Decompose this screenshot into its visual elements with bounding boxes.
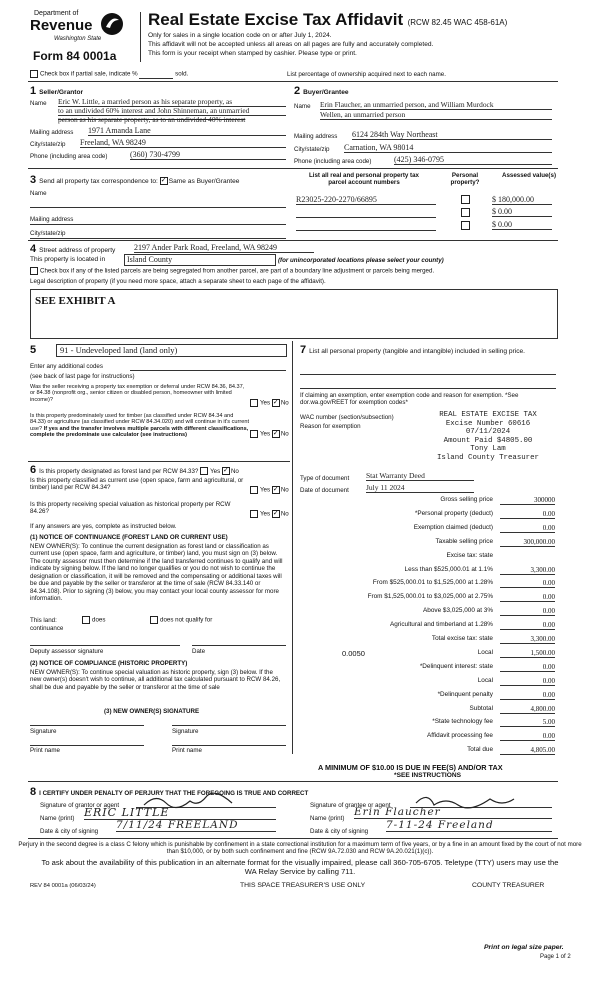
continuance-label: continuance — [30, 625, 64, 632]
calc-value[interactable]: 0.00 — [500, 663, 555, 672]
tax-correspondence-row: 3 Send all property tax correspondence to: ✓ Same as Buyer/Grantee — [30, 174, 240, 186]
calc-row — [302, 635, 557, 646]
s3-city-label: City/state/zip — [30, 230, 66, 237]
county-select[interactable]: Island County — [124, 254, 276, 266]
buyer-heading: 2 Buyer/Grantee — [294, 85, 349, 97]
form-number: Form 84 0001a — [33, 49, 117, 63]
revision-label: REV 84 0001a (06/03/24) — [30, 883, 96, 889]
seller-phone-label: Phone (including area code) — [30, 153, 108, 160]
parcel-acct-2[interactable] — [296, 209, 436, 218]
calc-label: Exemption claimed (deduct) — [413, 523, 493, 531]
calc-label: *Personal property (deduct) — [414, 509, 493, 517]
calc-label: Subtotal — [469, 704, 493, 712]
calc-label: *Delinquent penalty — [437, 690, 493, 698]
partial-percent-field[interactable] — [139, 71, 173, 79]
legal-desc-text: SEE EXHIBIT A — [35, 295, 116, 307]
stamp-line-6: Island County Treasurer — [436, 453, 539, 462]
does-not-option: does not qualify for — [150, 616, 212, 624]
this-land-label: This land: — [30, 617, 57, 624]
stamp-line-2: Excise Number 60616 — [445, 419, 531, 428]
calc-label: Local — [477, 676, 493, 684]
buyer-name-line2[interactable]: Wellen, an unmarried person — [320, 110, 552, 120]
owner-sig-label-2: Signature — [172, 728, 199, 735]
see-instructions-note: *SEE INSTRUCTIONS — [394, 772, 462, 779]
calc-label: Above $3,025,000 at 3% — [423, 607, 493, 615]
does-checkbox[interactable] — [82, 616, 90, 624]
calc-row — [302, 538, 557, 549]
calc-row — [302, 524, 557, 535]
minimum-due-note: A MINIMUM OF $10.00 IS DUE IN FEE(S) AND/OR TAX — [318, 763, 503, 772]
seller-heading: 1 Seller/Grantor — [30, 85, 84, 97]
seller-name-line2[interactable]: to an undivided 60% interest and John Shinneman, an unmarried — [58, 106, 286, 116]
owner-sig-label-1: Signature — [30, 728, 57, 735]
form-title-row — [148, 10, 507, 30]
s5-q2-answers: Yes ✓ No — [250, 430, 289, 438]
treasurer-stamp — [418, 411, 558, 462]
calc-label: From $1,525,000.01 to $3,025,000 at 2.75% — [367, 593, 493, 601]
parcel-acct-1[interactable]: R23025-220-2270/66895 — [296, 195, 436, 205]
county-note: (for unincorporated locations please select your county) — [278, 257, 444, 264]
grantor-sig-label: Signature of grantor or agent — [40, 802, 120, 809]
grantor-date-field[interactable]: 7/11/24 FREELAND — [116, 819, 276, 832]
wac-label: WAC number (section/subsection) — [300, 414, 394, 421]
s6-q3-answers: Yes ✓ No — [250, 510, 289, 518]
s6-q1-row: 6 Is this property designated as forest land per RCW 84.33? Yes ✓ No — [30, 464, 239, 476]
grantee-date-label: Date & city of signing — [310, 828, 369, 835]
certify-line: 8 I CERTIFY UNDER PENALTY OF PERJURY THAT THE FOREGOING IS TRUE AND CORRECT — [30, 786, 309, 798]
calc-value[interactable]: 4,800.00 — [500, 705, 555, 714]
grantor-name-field[interactable]: ERIC LITTLE — [84, 806, 276, 820]
buyer-city-label: City/state/zip — [294, 146, 330, 153]
calc-value[interactable]: 0.00 — [500, 691, 555, 700]
calc-label: Local — [477, 648, 493, 656]
s5-q2-yes-checkbox[interactable] — [250, 430, 258, 438]
calc-label: Total excise tax: state — [431, 635, 493, 642]
form-title: Real Estate Excise Tax Affidavit — [148, 10, 404, 29]
seller-name-line1[interactable]: Eric W. Little, a married person as his separate property, as — [58, 97, 286, 107]
legal-desc-box[interactable] — [30, 289, 558, 339]
doc-date-field[interactable]: July 11 2024 — [366, 483, 474, 493]
s6-q3-no-checkbox[interactable]: ✓ — [272, 510, 279, 517]
calc-row — [302, 579, 557, 590]
seller-mail-label: Mailing address — [30, 129, 74, 136]
calc-row — [302, 677, 557, 688]
seller-phone-field[interactable]: (360) 730-4799 — [130, 150, 286, 160]
assessed-value-2[interactable]: $ 0.00 — [492, 207, 552, 217]
assessed-value-1[interactable]: $ 180,000.00 — [492, 195, 552, 205]
does-not-checkbox[interactable] — [150, 616, 158, 624]
calc-label: Gross selling price — [440, 496, 493, 503]
header-line-2: This affidavit will not be accepted unless all areas on all pages are fully and accurately completed. — [148, 41, 434, 48]
s5-q1-no-checkbox[interactable]: ✓ — [272, 399, 279, 406]
section5-number: 5 — [30, 344, 37, 356]
s6-if-yes: If any answers are yes, complete as instructed below. — [30, 523, 177, 530]
s6-q3-text: Is this property receiving special valuation as historical property per RCW 84.26? — [30, 501, 231, 516]
calc-value[interactable]: 0.00 — [500, 621, 555, 630]
local-rate: 0.0050 — [342, 648, 365, 658]
calc-row — [302, 705, 557, 716]
exemption-reason-label: Reason for exemption — [300, 423, 361, 430]
s3-name-label: Name — [30, 190, 47, 197]
grantor-date-label: Date & city of signing — [40, 828, 99, 835]
perjury-notice: Perjury in the second degree is a class C felony which is punishable by confinement in a state correctional institution for a maximum term of five years, or by a fine in an amount fixed by the court of not more than $10,000, or by both such confinement and fine (RCW 9A.72.030 and RCW 9A.20.021(1)(c)). — [18, 841, 582, 856]
s6-q2-text: Is this property classified as current use (open space, farm and agricultural, or timber) land per RCW 84.34? — [30, 477, 244, 492]
s5-q2-no-checkbox[interactable]: ✓ — [272, 430, 279, 437]
assessed-value-3[interactable]: $ 0.00 — [492, 220, 552, 230]
see-back-label: (see back of last page for instructions) — [30, 373, 135, 380]
calc-row — [302, 510, 557, 521]
s6-q1-no-checkbox[interactable]: ✓ — [223, 467, 229, 475]
legal-desc-label: Legal description of property (if you need more space, attach a separate sheet to each page of the affidavit). — [30, 278, 326, 285]
calc-row — [302, 691, 557, 702]
calc-value[interactable]: 300000 — [500, 496, 555, 505]
owner-print-label-2: Print name — [172, 747, 202, 754]
buyer-phone-field[interactable]: (425) 346-0795 — [394, 155, 552, 165]
assessor-sig-label: Deputy assessor signature — [30, 648, 104, 655]
personal-col-header: Personal property? — [450, 172, 480, 187]
notice2-text: NEW OWNER(S): To continue special valuation as historic property, sign (3) below. If the new owner(s) doesn't wish to continue, all additional tax calculated pursuant to RCW 84.26, shall be due and payable by the seller or transferor at the time of sale — [30, 669, 281, 691]
legal-paper-note: Print on legal size paper. — [484, 944, 564, 951]
calc-row — [302, 649, 557, 660]
calc-value[interactable]: 0.00 — [500, 593, 555, 602]
s5-q2-text: Is this property predominately used for timber (as classified under RCW 84.34 and 84.33) or agriculture (as classified under RCW 84.34.020) and will continue in it's current use? If yes and the transfer involves multiple parcels with different classifications, complete the predominate use calculator (see instructions) — [30, 413, 250, 439]
calc-label: *Delinquent interest: state — [419, 662, 493, 670]
seller-mail-field[interactable]: 1971 Amanda Lane — [88, 126, 286, 136]
calc-value[interactable]: 3,300.00 — [500, 635, 555, 644]
partial-sale-label-a: Check box if partial sale, indicate % — [40, 70, 138, 78]
owner-print-label-1: Print name — [30, 747, 60, 754]
owner-sig-heading: (3) NEW OWNER(S) SIGNATURE — [104, 708, 200, 715]
calc-row — [302, 621, 557, 632]
calc-value[interactable]: 0.00 — [500, 732, 555, 741]
buyer-phone-label: Phone (including area code) — [294, 158, 372, 165]
grantee-date-field[interactable]: 7-11-24 Freeland — [386, 819, 552, 832]
located-in-label: This property is located in — [30, 256, 106, 263]
calc-value[interactable]: 3,300.00 — [500, 566, 555, 575]
form-title-ref: (RCW 82.45 WAC 458-61A) — [407, 18, 508, 27]
calc-label: Taxable selling price — [435, 537, 493, 545]
accessibility-notice: To ask about the availability of this publication in an alternate format for the visually impaired, please call 360-705-6705. Teletype (TTY) users may use the WA Relay Service by calling 711. — [41, 858, 559, 876]
calc-value[interactable]: 0.00 — [500, 510, 555, 519]
s3-mail-label: Mailing address — [30, 216, 74, 223]
calc-row — [302, 593, 557, 604]
seller-city-field[interactable]: Freeland, WA 98249 — [80, 138, 286, 148]
personal-checkbox-1[interactable] — [461, 195, 470, 204]
buyer-mail-label: Mailing address — [294, 133, 338, 140]
header-line-3: This form is your receipt when stamped by cashier. Please type or print. — [148, 50, 357, 57]
grantor-name-label: Name (print) — [40, 815, 75, 822]
partial-sale-row — [30, 70, 188, 79]
calc-value[interactable]: 0.00 — [500, 524, 555, 533]
seller-city-label: City/state/zip — [30, 141, 66, 148]
calc-label: Affidavit processing fee — [427, 732, 493, 740]
calc-row — [302, 732, 557, 743]
calc-label: *State technology fee — [432, 718, 493, 726]
s5-q1-yes-checkbox[interactable] — [250, 399, 258, 407]
dor-logo — [30, 10, 132, 54]
grantee-name-label: Name (print) — [310, 815, 345, 822]
calc-row — [302, 746, 557, 757]
notice1-title: (1) NOTICE OF CONTINUANCE (FOREST LAND OR CURRENT USE) — [30, 534, 228, 541]
doc-type-label: Type of document — [300, 475, 350, 482]
calc-row — [302, 663, 557, 674]
county-treasurer-label: COUNTY TREASURER — [472, 882, 545, 889]
additional-codes-label: Enter any additional codes — [30, 363, 103, 370]
calc-row — [302, 552, 557, 563]
doc-date-label: Date of document — [300, 487, 349, 494]
doc-type-field[interactable]: Stat Warranty Deed — [366, 471, 474, 481]
assessor-date-label: Date — [192, 648, 206, 655]
s6-q3-yes-checkbox[interactable] — [250, 510, 258, 518]
s6-q1-yes-checkbox[interactable] — [200, 467, 208, 475]
dor-swirl-icon — [100, 12, 124, 36]
buyer-city-field[interactable]: Carnation, WA 98014 — [344, 143, 552, 153]
s6-q2-yes-checkbox[interactable] — [250, 486, 258, 494]
ownership-note: List percentage of ownership acquired next to each name. — [287, 71, 446, 78]
calc-value[interactable]: 4,805.00 — [500, 746, 555, 755]
calc-value[interactable]: 5.00 — [500, 718, 555, 727]
wa-state-label: Washington State — [54, 36, 102, 42]
calc-label: Total due — [467, 746, 493, 754]
stamp-line-3: 07/11/2024 — [465, 428, 511, 437]
buyer-name-line1[interactable]: Erin Flaucher, an unmarried person, and William Murdock — [320, 100, 552, 110]
personal-checkbox-2[interactable] — [461, 208, 470, 217]
s5-q1-answers: Yes ✓ No — [250, 399, 289, 407]
calc-value[interactable]: 0.00 — [500, 677, 555, 686]
parcel-col-header: List all real and personal property tax parcel account numbers — [308, 172, 420, 187]
calc-label: Excise tax: state — [446, 551, 493, 559]
stamp-line-1: REAL ESTATE EXCISE TAX — [439, 411, 537, 419]
buyer-name-label: Name — [294, 103, 311, 110]
land-use-select[interactable]: 91 - Undeveloped land (land only) — [56, 344, 287, 357]
s5-q1-text: Was the seller receiving a property tax exemption or deferral under RCW 84.36, 84.37, or 84.38 (nonprofit org., senior citizen or disabled person, homeowner with limited income)? — [30, 384, 245, 403]
personal-checkbox-3[interactable] — [461, 221, 470, 230]
calc-row — [302, 496, 557, 507]
calc-row — [302, 607, 557, 618]
parcel-acct-3[interactable] — [296, 222, 436, 231]
street-address-row: 4 Street address of property — [30, 243, 116, 255]
does-option: does — [82, 616, 105, 624]
calc-value[interactable]: 0.00 — [500, 579, 555, 588]
partial-sale-checkbox[interactable] — [30, 70, 38, 78]
header-line-1: Only for sales in a single location code on or after July 1, 2024. — [148, 32, 332, 39]
assessed-col-header: Assessed value(s) — [502, 172, 556, 179]
s6-q2-answers: Yes ✓ No — [250, 486, 289, 494]
page-number: Page 1 of 2 — [540, 954, 571, 960]
seller-name-label: Name — [30, 100, 47, 107]
buyer-mail-field[interactable]: 6124 284th Way Northeast — [352, 130, 552, 140]
s6-q2-no-checkbox[interactable]: ✓ — [272, 486, 279, 493]
calc-value[interactable]: 0.00 — [500, 607, 555, 616]
calc-label: From $525,000.01 to $1,525,000 at 1.28% — [372, 579, 493, 587]
partial-sale-label-b: sold. — [175, 70, 189, 78]
calc-label: Less than $525,000.01 at 1.1% — [404, 565, 493, 573]
calc-row — [302, 718, 557, 729]
personal-property-label: 7 List all personal property (tangible and intangible) included in selling price. — [300, 344, 526, 356]
segregated-checkbox[interactable] — [30, 267, 38, 275]
calc-label: Agricultural and timberland at 1.28% — [389, 621, 493, 629]
grantee-sig-label: Signature of grantee or agent — [310, 802, 391, 809]
seller-name-line3[interactable]: person as his separate property, as to an undivided 40% interest — [58, 115, 246, 124]
same-as-buyer-checkbox[interactable]: ✓ — [160, 177, 167, 185]
exemption-instructions: If claiming an exemption, enter exemption code and reason for exemption. *See dor.wa.gov/REET for exemption codes* — [300, 392, 519, 407]
notice1-text: NEW OWNER(S): To continue the current designation as forest land or classification as current use (open space, farm and agriculture, or timber) land, you must sign on (3) below. The county assessor must then determine if the land transferred continues to qualify and will indicate by signing below. If the land no longer qualifies or you do not wish to continue the designation or classification, it will be removed and the compensating or additional taxes will be due and payable by the seller or transferor at the time of sale (RCW 84.33.140 or 84.34.108). Prior to signing (3) below, you may contact your local county assessor for more information. — [30, 543, 283, 603]
calc-value[interactable]: 1,500.00 — [500, 649, 555, 658]
notice2-title: (2) NOTICE OF COMPLIANCE (HISTORIC PROPERTY) — [30, 660, 188, 667]
segregated-row: Check box if any of the listed parcels are being segregated from another parcel, are part of a boundary line adjustment or parcels being merged. — [30, 267, 560, 275]
dept-of-label: Department of — [34, 10, 79, 17]
street-address-field[interactable]: 2197 Ander Park Road, Freeland, WA 98249 — [134, 243, 314, 253]
stamp-line-4: Amount Paid $4805.00 — [443, 436, 533, 445]
stamp-line-5: Tony Lam — [470, 445, 506, 454]
calc-value[interactable]: 300,000.00 — [500, 538, 555, 547]
calc-row — [302, 566, 557, 577]
grantee-name-field[interactable]: Erin Flaucher — [354, 806, 552, 819]
revenue-wordmark: Revenue — [30, 17, 93, 34]
treasurer-use-label: THIS SPACE TREASURER'S USE ONLY — [240, 882, 366, 889]
